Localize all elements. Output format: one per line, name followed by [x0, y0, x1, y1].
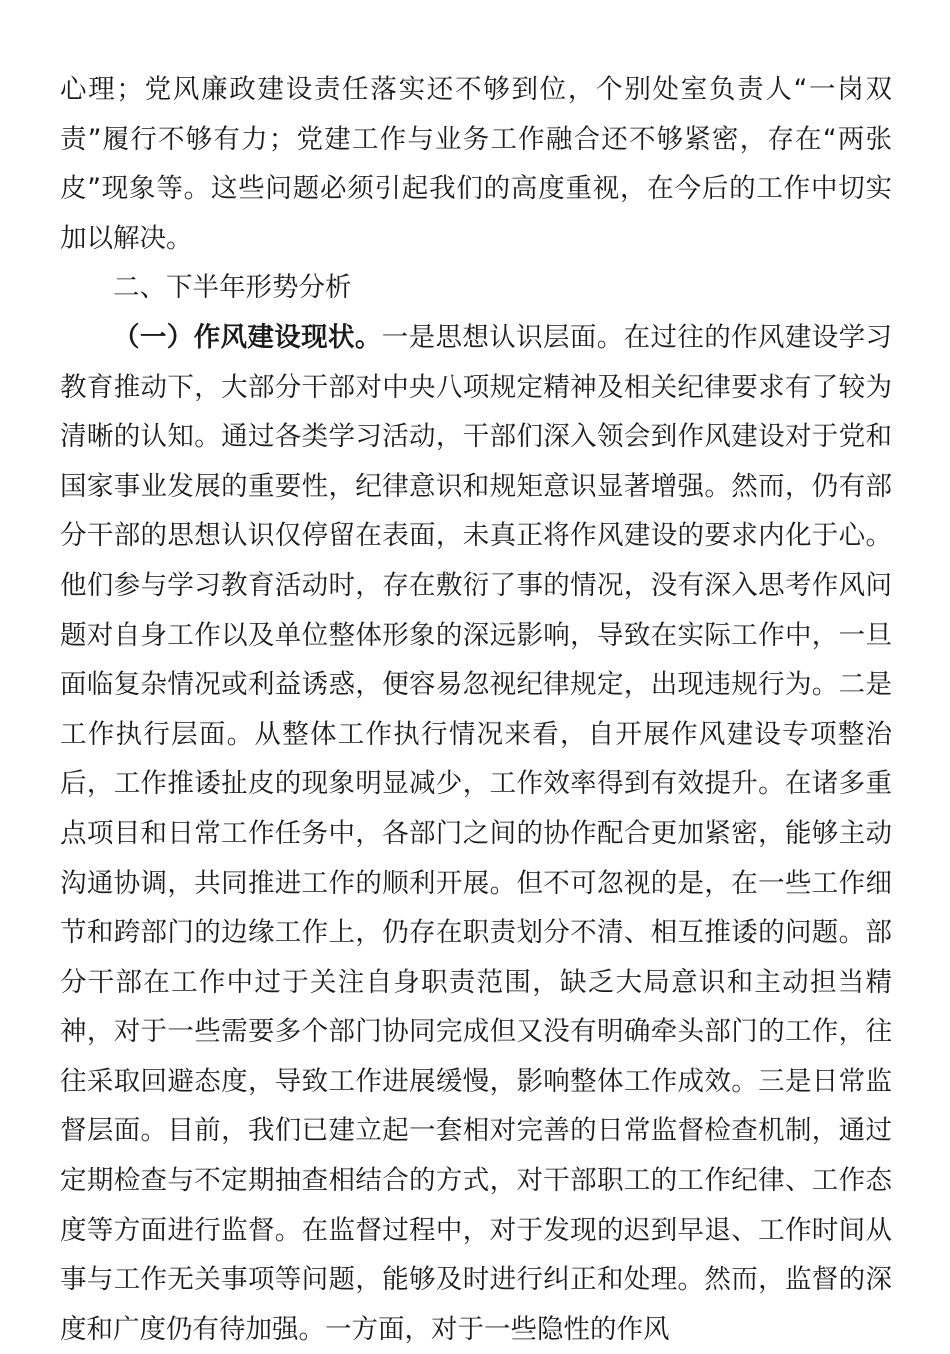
subsection-body: 一是思想认识层面。在过往的作风建设学习教育推动下，大部分干部对中央八项规定精神及相关纪律要求有了较为清晰的认知。通过各类学习活动，干部们深入领会到作风建设对于党和国家事业发展的重要性，纪律意识和规矩意识显著增强。然而，仍有部分干部的思想认识仅停留在表面，未真正将作风建设的要求内化于心。他们参与学习教育活动时，存在敷衍了事的情况，没有深入思考作风问题对自身工作以及单位整体形象的深远影响，导致在实际工作中，一旦面临复杂情况或利益诱惑，便容易忽视纪律规定，出现违规行为。二是工作执行层面。从整体工作执行情况来看，自开展作风建设专项整治后，工作推诿扯皮的现象明显减少，工作效率得到有效提升。在诸多重点项目和日常工作任务中，各部门之间的协作配合更加紧密，能够主动沟通协调，共同推进工作的顺利开展。但不可忽视的是，在一些工作细节和跨部门的边缘工作上，仍存在职责划分不清、相互推诿的问题。部分干部在工作中过于关注自身职责范围，缺乏大局意识和主动担当精神，对于一些需要多个部门协同完成但又没有明确牵头部门的工作，往往采取回避态度，导致工作进展缓慢，影响整体工作成效。三是日常监督层面。目前，我们已建立起一套相对完善的日常监督检查机制，通过定期检查与不定期抽查相结合的方式，对干部职工的工作纪律、工作态度等方面进行监督。在监督过程中，对于发现的迟到早退、工作时间从事与工作无关事项等问题，能够及时进行纠正和处理。然而，监督的深度和广度仍有待加强。一方面，对于一些隐性的作风 — [60, 321, 892, 1345]
subsection-paragraph — [60, 313, 892, 1354]
continued-paragraph: 心理；党风廉政建设责任落实还不够到位，个别处室负责人“一岗双责”履行不够有力；党建工作与业务工作融合还不够紧密，存在“两张皮”现象等。这些问题必须引起我们的高度重视，在今后的工作中切实加以解决。 — [60, 74, 892, 254]
document-body — [60, 65, 892, 1354]
section-heading: 二、下半年形势分析 — [113, 272, 352, 304]
subsection-heading: （一）作风建设现状。 — [113, 321, 382, 353]
